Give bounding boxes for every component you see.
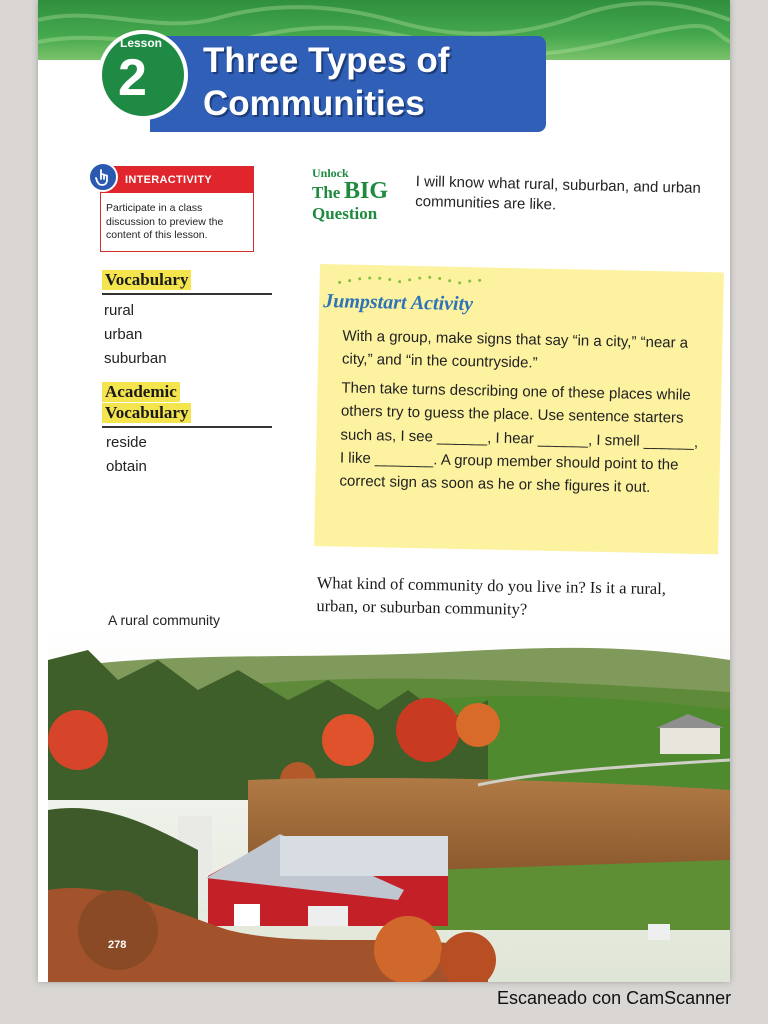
interactivity-title: INTERACTIVITY (125, 174, 213, 186)
lesson-title-line2: Communities (203, 83, 425, 123)
academic-vocabulary-heading-1: Academic (102, 382, 180, 402)
photo-caption: A rural community (108, 612, 221, 628)
page-number: 278 (108, 939, 127, 951)
jumpstart-paragraph-1: With a group, make signs that say “in a city,” “near a city,” and “in the countryside.” (341, 327, 689, 372)
textbook-page (38, 0, 730, 982)
hand-pointer-icon (88, 162, 118, 192)
lesson-question: What kind of community do you live in? Is it a rural, urban, or suburban community? (316, 572, 667, 619)
rural-community-photo (48, 630, 730, 982)
big-question-question: Question (312, 204, 378, 223)
sparkle-dots-icon (334, 272, 494, 289)
big-question-the: The (312, 183, 341, 202)
interactivity-description: Participate in a class discussion to preview the content of this lesson. (106, 202, 224, 242)
jumpstart-activity-box (314, 264, 724, 554)
interactivity-header (101, 167, 253, 193)
academic-vocabulary-rule (102, 426, 272, 428)
vocab-word: reside (106, 434, 147, 451)
jumpstart-paragraph-2: Then take turns describing one of these places while others try to guess the place. Use sentence starters such as, I see ______, I hear ______, I smell ______, I like _______. A group member should point to the correct sign as soon as he or she figures it out. (339, 379, 699, 496)
big-question-statement: I will know what rural, suburban, and urban communities are like. (415, 172, 702, 214)
lesson-label: Lesson (120, 36, 163, 50)
vocab-word: rural (104, 302, 135, 319)
lesson-title-line1: Three Types of (203, 41, 450, 80)
vocabulary-heading: Vocabulary (102, 270, 191, 290)
big-question-unlock: Unlock (312, 166, 349, 180)
jumpstart-title: Jumpstart Activity (322, 290, 474, 316)
vocab-word: suburban (104, 350, 167, 367)
lesson-number: 2 (118, 49, 147, 107)
lesson-title (203, 40, 543, 125)
vocabulary-rule (102, 293, 272, 295)
academic-vocabulary-heading-2: Vocabulary (102, 403, 191, 423)
vocab-word: obtain (106, 458, 147, 475)
scanner-watermark: Escaneado con CamScanner (497, 988, 732, 1008)
big-question-big: BIG (344, 178, 389, 204)
vocab-word: urban (104, 326, 143, 343)
